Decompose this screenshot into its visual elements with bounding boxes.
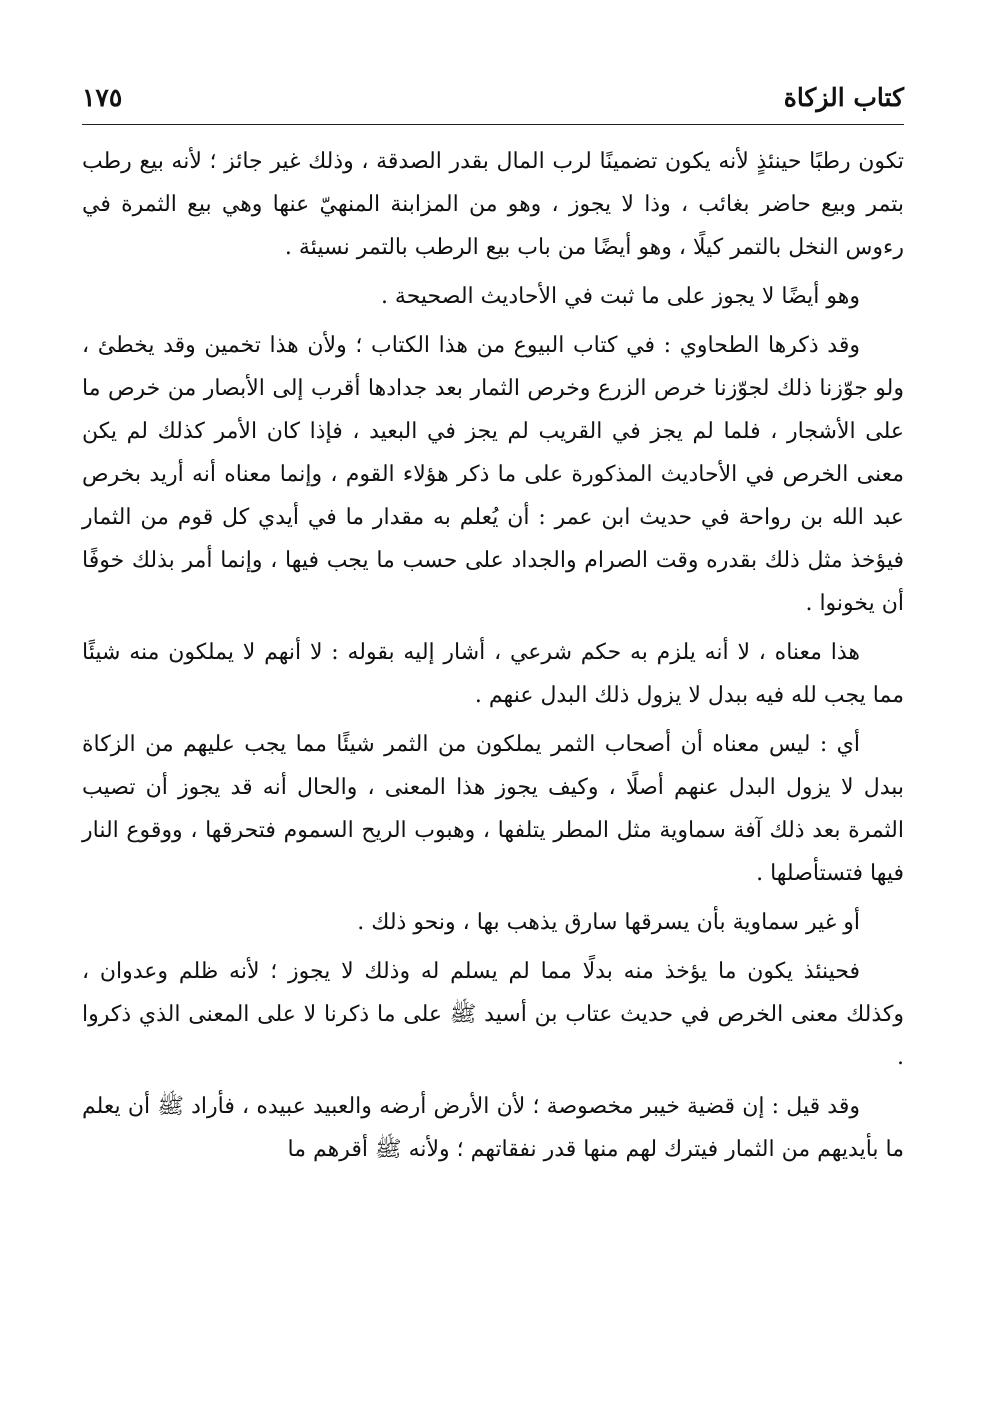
- paragraph: وقد ذكرها الطحاوي : في كتاب البيوع من هذا الكتاب ؛ ولأن هذا تخمين وقد يخطئ ، ولو جوّزنا ذلك لجوّزنا خرص الزرع وخرص الثمار بعد جدادها أقرب إلى الأبصار من خرص ما على الأشجار ، فلما لم يجز في القريب لم يجز في البعيد ، فإذا كان الأمر كذلك لم يكن معنى الخرص في الأحاديث المذكورة على ما ذكر هؤلاء القوم ، وإنما معناه أنه أريد بخرص عبد الله بن رواحة في حديث ابن عمر : أن يُعلم به مقدار ما في أيدي كل قوم من الثمار فيؤخذ مثل ذلك بقدره وقت الصرام والجداد على حسب ما يجب فيها ، وإنما أمر بذلك خوفًا أن يخونوا .: [82, 333, 904, 616]
- paragraph: فحينئذ يكون ما يؤخذ منه بدلًا مما لم يسلم له وذلك لا يجوز ؛ لأنه ظلم وعدوان ، وكذلك معنى الخرص في حديث عتاب بن أسيد ﷺ على ما ذكرنا لا على المعنى الذي ذكروا .: [82, 959, 904, 1070]
- paragraph: هذا معناه ، لا أنه يلزم به حكم شرعي ، أشار إليه بقوله : لا أنهم لا يملكون منه شيئًا مما يجب لله فيه ببدل لا يزول ذلك البدل عنهم .: [82, 640, 904, 708]
- paragraph: وقد قيل : إن قضية خيبر مخصوصة ؛ لأن الأرض أرضه والعبيد عبيده ، فأراد ﷺ أن يعلم ما بأيديهم من الثمار فيترك لهم منها قدر نفقاتهم ؛ ولأنه ﷺ أقرهم ما: [82, 1094, 904, 1162]
- paragraph: أي : ليس معناه أن أصحاب الثمر يملكون من الثمر شيئًا مما يجب عليهم من الزكاة ببدل لا يزول البدل عنهم أصلًا ، وكيف يجوز هذا المعنى ، والحال أنه قد يجوز أن تصيب الثمرة بعد ذلك آفة سماوية مثل المطر يتلفها ، وهبوب الريح السموم فتحرقها ، ووقوع النار فيها فتستأصلها .: [82, 732, 904, 886]
- paragraph: تكون رطبًا حينئذٍ لأنه يكون تضمينًا لرب المال بقدر الصدقة ، وذلك غير جائز ؛ لأنه بيع رطب بتمر وبيع حاضر بغائب ، وذا لا يجوز ، وهو من المزابنة المنهيّ عنها وهي بيع الثمرة في رءوس النخل بالتمر كيلًا ، وهو أيضًا من باب بيع الرطب بالتمر نسيئة .: [82, 149, 904, 260]
- chapter-title: كتاب الزكاة: [783, 83, 904, 112]
- header-rule: [82, 124, 904, 125]
- paragraph: أو غير سماوية بأن يسرقها سارق يذهب بها ، ونحو ذلك .: [357, 910, 860, 935]
- page-number: ١٧٥: [82, 83, 123, 112]
- paragraph: وهو أيضًا لا يجوز على ما ثبت في الأحاديث الصحيحة .: [380, 284, 860, 309]
- body-text: [82, 140, 904, 1177]
- page-header: [82, 68, 904, 112]
